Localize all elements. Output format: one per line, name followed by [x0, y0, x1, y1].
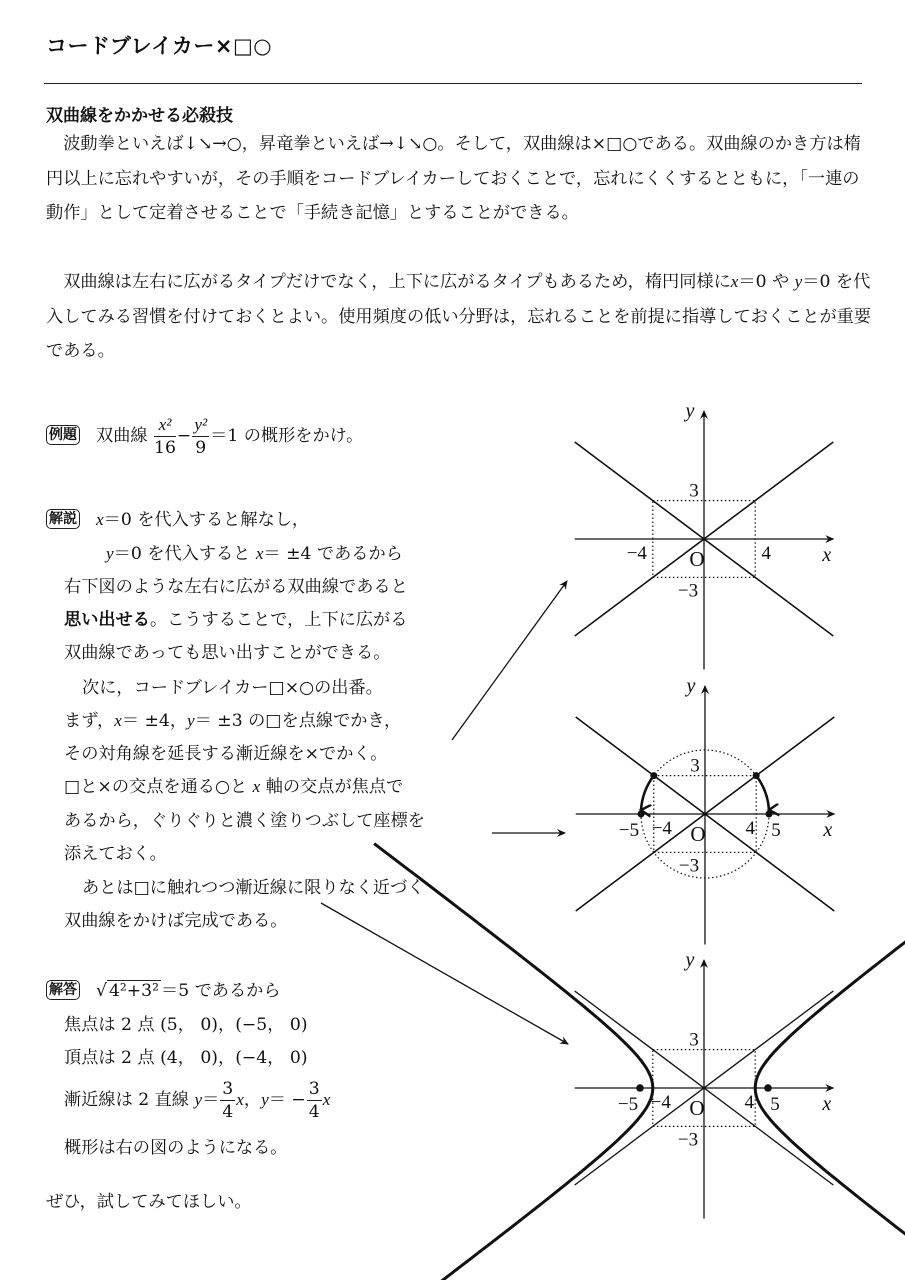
- y-axis-label: y: [685, 400, 695, 422]
- sqrt-expression: 4²+3²: [108, 981, 160, 1001]
- connector-arrow-1: [452, 581, 567, 740]
- page-title: コードブレイカー×□○: [46, 34, 273, 58]
- x-axis-label: x: [823, 819, 833, 841]
- tick-label-x-pos: 4: [745, 818, 755, 839]
- origin-label: O: [689, 1096, 705, 1120]
- focus-point: [638, 811, 645, 818]
- figure-circle-foci: [576, 675, 835, 945]
- focus-point: [636, 1084, 644, 1092]
- explanation-text: □と×の交点を通る○と: [64, 777, 253, 797]
- emphasis-text: 思い出せる: [64, 610, 150, 630]
- separator: ，: [243, 1090, 262, 1110]
- minus-sign: −: [176, 426, 192, 446]
- tick-label-x-pos: 4: [761, 543, 771, 564]
- denominator: 16: [154, 438, 176, 458]
- example-text-after: ＝1 の概形をかけ。: [210, 426, 364, 446]
- denominator: 9: [195, 438, 207, 458]
- explanation-line-13: 双曲線をかけば完成である。: [64, 911, 288, 931]
- explanation-text: ＝ ±4 であるから: [263, 544, 403, 564]
- tick-label-y-neg: −3: [677, 1129, 699, 1151]
- math-var: y: [187, 711, 195, 730]
- explanation-line-6: 次に，コードブレイカー□×○の出番。: [82, 678, 383, 698]
- math-var: x: [322, 1090, 331, 1109]
- tick-label-y-pos: 3: [689, 480, 699, 502]
- tick-label-x-neg: −4: [651, 818, 672, 839]
- explanation-line-11: 添えておく。: [64, 844, 167, 864]
- math-var: x: [730, 272, 739, 291]
- numerator: 3: [308, 1079, 320, 1099]
- explanation-line-10: あるから，ぐりぐりと濃く塗りつぶして座標を: [64, 811, 425, 831]
- hyperbola-right-branch: [755, 844, 905, 1280]
- example-text: 双曲線: [96, 426, 148, 446]
- tick-label-x-neg: −4: [626, 543, 647, 564]
- section-heading: 双曲線をかかせる必殺技: [46, 106, 233, 126]
- explanation-line-3: 右下図のような左右に広がる双曲線であると: [64, 577, 408, 597]
- math-var: x: [255, 544, 264, 563]
- math-var: x: [236, 1090, 244, 1109]
- intro-text-2c: ＝0 を代入してみる習慣を付けておくとよい。使用頻度の低い分野は，忘れることを前提に指導しておくことが重要である。: [46, 272, 872, 361]
- tick-label-focus-pos: 5: [771, 820, 781, 841]
- tick-label-focus-neg: −5: [618, 820, 640, 841]
- example-badge: 例題: [46, 425, 80, 445]
- equals: ＝ −: [268, 1090, 306, 1110]
- connector-arrow-3: [321, 903, 568, 1044]
- x-axis-label: x: [822, 544, 832, 566]
- figure-asymptotes: [575, 400, 834, 670]
- answer-line-5: 概形は右の図のようになる。: [64, 1138, 288, 1158]
- y-axis-label: y: [686, 675, 696, 697]
- intro-text-2b: ＝0 や: [738, 272, 795, 292]
- rotation-arc-arrow: [641, 776, 654, 810]
- explanation-badge: 解説: [46, 509, 80, 529]
- x-axis-label: x: [822, 1093, 832, 1115]
- tick-label-y-pos: 3: [689, 1029, 699, 1051]
- rotation-arc-arrow: [756, 776, 769, 810]
- tick-label-focus-pos: 5: [770, 1094, 780, 1115]
- origin-label: O: [690, 822, 706, 846]
- tick-label-y-neg: −3: [677, 580, 699, 602]
- focus-point: [766, 811, 773, 818]
- answer-text: 漸近線は 2 直線: [64, 1090, 195, 1110]
- explanation-text: 。こうすることで，上下に広がる: [149, 610, 408, 630]
- y-axis-label: y: [685, 949, 695, 971]
- origin-label: O: [689, 547, 705, 571]
- focus-point: [764, 1084, 772, 1092]
- math-var: y: [106, 544, 114, 563]
- tick-label-focus-neg: −5: [617, 1094, 639, 1115]
- explanation-text: まず，: [64, 711, 115, 731]
- tick-label-x-pos: 4: [744, 1092, 754, 1113]
- tick-label-y-neg: −3: [678, 855, 700, 877]
- tick-label-y-pos: 3: [690, 755, 700, 777]
- denominator: 4: [222, 1102, 234, 1122]
- intro-text-2a: 双曲線は左右に広がるタイプだけでなく，上下に広がるタイプもあるため，楕円同様に: [63, 272, 731, 292]
- explanation-line-5: 双曲線であっても思い出すことができる。: [64, 643, 391, 663]
- answer-text: ＝5 であるから: [161, 981, 281, 1001]
- numerator: y²: [192, 414, 209, 437]
- intro-text-1: 波動拳といえば↓↘→○，昇竜拳といえば→↓↘○。そして，双曲線は×□○である。双曲線のかき方は楕円以上に忘れやすいが，その手順をコードブレイカーしておくことで，忘れにくくするとともに，「一連の動作」として定着させることで「手続き記憶」とすることができる。: [46, 134, 861, 223]
- sqrt-symbol: √: [96, 981, 107, 1001]
- explanation-text: ＝ ±3 の□を点線でかき，: [194, 711, 402, 731]
- numerator: 3: [222, 1079, 234, 1099]
- math-var: x: [114, 711, 122, 730]
- denominator: 4: [308, 1102, 320, 1122]
- explanation-text: 軸の交点が焦点で: [260, 777, 404, 797]
- math-var: x: [96, 510, 104, 529]
- answer-line-3: 頂点は 2 点 (4， 0)，(−4， 0): [64, 1048, 308, 1068]
- explanation-text: ＝0 を代入すると解なし，: [103, 510, 310, 530]
- explanation-line-8: その対角線を延長する漸近線を×でかく。: [64, 744, 388, 764]
- tick-label-x-neg: −4: [650, 1092, 671, 1113]
- answer-badge: 解答: [46, 980, 80, 1000]
- numerator: x²: [154, 414, 176, 437]
- math-var: y: [194, 1090, 203, 1109]
- explanation-text: ＝0 を代入すると: [113, 544, 256, 564]
- answer-line-2: 焦点は 2 点 (5， 0)，(−5， 0): [64, 1015, 308, 1035]
- equals: ＝: [202, 1090, 220, 1110]
- hyperbola-left-branch: [374, 844, 653, 1280]
- explanation-line-12: あとは□に触れつつ漸近線に限りなく近づく: [82, 878, 425, 898]
- math-var: y: [261, 1090, 269, 1109]
- closing-text: ぜひ，試してみてほしい。: [46, 1192, 252, 1212]
- math-var: y: [794, 272, 803, 291]
- math-var: x: [252, 777, 261, 796]
- explanation-text: ＝ ±4，: [121, 711, 188, 731]
- figure-hyperbola: [374, 844, 905, 1280]
